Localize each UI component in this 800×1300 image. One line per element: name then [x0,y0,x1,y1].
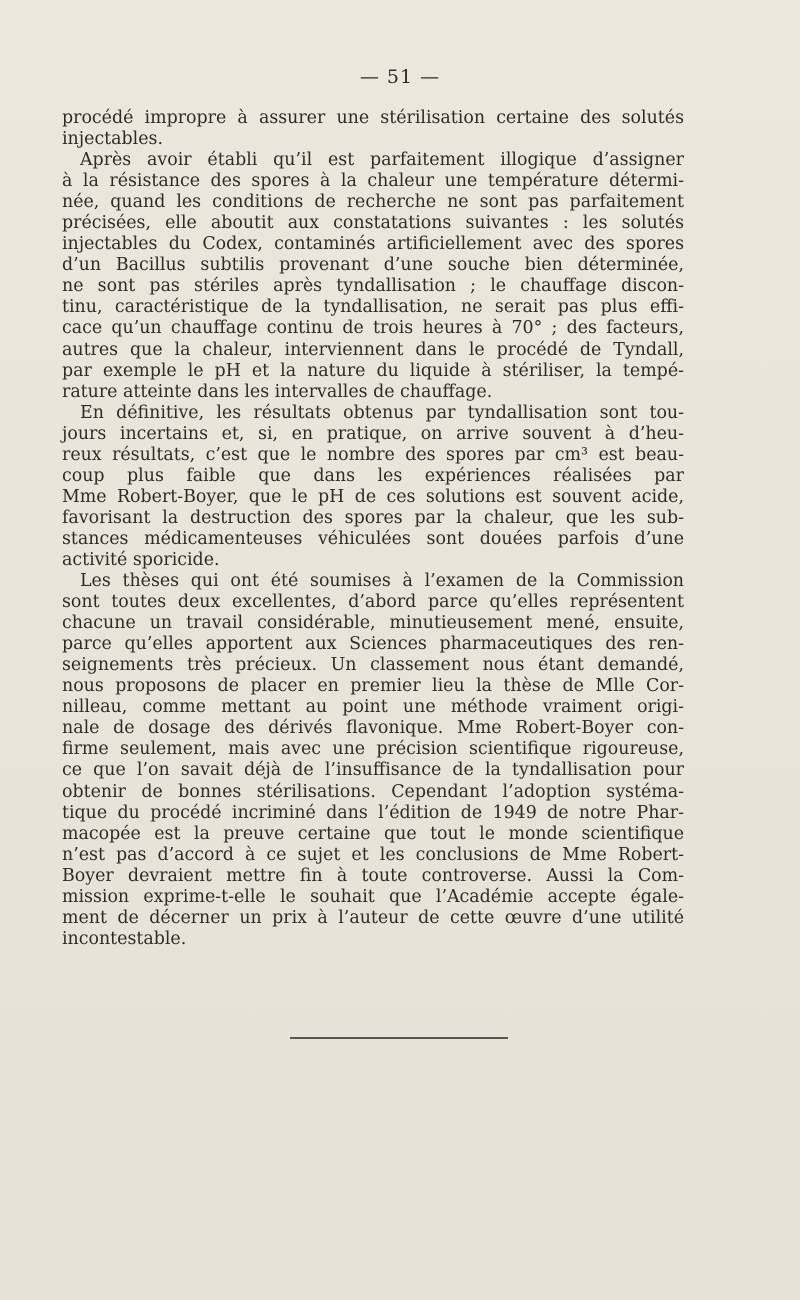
text-line: Les thèses qui ont été soumises à l’examen de la Commission [80,571,684,592]
text-line: reux résultats, c’est que le nombre des spores par cm³ est beau- [62,444,684,465]
text-line: rature atteinte dans les intervalles de chauffage. [62,381,493,402]
text-line: nale de dosage des dérivés flavonique. Mme Robert-Boyer con- [62,718,684,739]
text-line: En définitive, les résultats obtenus par tyndallisation sont tou- [80,402,684,423]
text-line: précisées, elle aboutit aux constatations suivantes : les solutés [62,213,684,234]
text-line: obtenir de bonnes stérilisations. Cependant l’adoption systéma- [62,781,684,802]
text-line: seignements très précieux. Un classement nous étant demandé, [62,655,684,676]
text-line: procédé impropre à assurer une stérilisation certaine des solutés [62,108,684,128]
text-line: activité sporicide. [62,549,220,570]
text-line: n’est pas d’accord à ce sujet et les conclusions de Mme Robert- [62,844,684,865]
text-line: cace qu’un chauffage continu de trois heures à 70° ; des facteurs, [62,318,684,339]
text-line: d’un Bacillus subtilis provenant d’une souche bien déterminée, [62,255,684,276]
text-line: incontestable. [62,928,187,949]
end-rule [290,1037,508,1039]
text-line: née, quand les conditions de recherche ne sont pas parfaitement [62,192,684,213]
text-line: autres que la chaleur, interviennent dans le procédé de Tyndall, [62,339,684,360]
body-text [62,108,684,950]
text-line: stances médicamenteuses véhiculées sont douées parfois d’une [62,528,684,549]
text-line: firme seulement, mais avec une précision scientifique rigoureuse, [62,739,684,760]
text-line: par exemple le pH et la nature du liquide à stériliser, la tempé- [62,360,684,381]
text-line: à la résistance des spores à la chaleur une température détermi- [62,171,684,192]
text-line: Mme Robert-Boyer, que le pH de ces solutions est souvent acide, [62,486,684,507]
text-line: ne sont pas stériles après tyndallisation ; le chauffage discon- [62,276,684,297]
text-line: macopée est la preuve certaine que tout le monde scientifique [62,823,684,844]
text-line: tinu, caractéristique de la tyndallisation, ne serait pas plus effi- [62,297,684,318]
text-line: Boyer devraient mettre fin à toute controverse. Aussi la Com- [62,865,684,886]
text-line: parce qu’elles apportent aux Sciences pharmaceutiques des ren- [62,634,684,655]
text-line: tique du procédé incriminé dans l’édition de 1949 de notre Phar- [62,802,684,823]
text-line: nous proposons de placer en premier lieu la thèse de Mlle Cor- [62,676,684,697]
text-line: ment de décerner un prix à l’auteur de cette œuvre d’une utilité [62,907,684,928]
text-line: chacune un travail considérable, minutieusement mené, ensuite, [62,613,684,634]
text-line: mission exprime-t-elle le souhait que l’Académie accepte égale- [62,886,684,907]
text-line: nilleau, comme mettant au point une méthode vraiment origi- [62,697,684,718]
text-line: jours incertains et, si, en pratique, on arrive souvent à d’heu- [62,423,684,444]
page-number: — 51 — [359,66,441,88]
text-line: favorisant la destruction des spores par la chaleur, que les sub- [62,507,684,528]
text-line: coup plus faible que dans les expériences réalisées par [62,465,684,486]
text-line: ce que l’on savait déjà de l’insuffisance de la tyndallisation pour [62,760,684,781]
text-line: sont toutes deux excellentes, d’abord parce qu’elles représentent [62,592,684,613]
text-line: injectables du Codex, contaminés artificiellement avec des spores [62,234,684,255]
text-line: injectables. [62,129,163,150]
text-line: Après avoir établi qu’il est parfaitement illogique d’assigner [80,150,684,171]
